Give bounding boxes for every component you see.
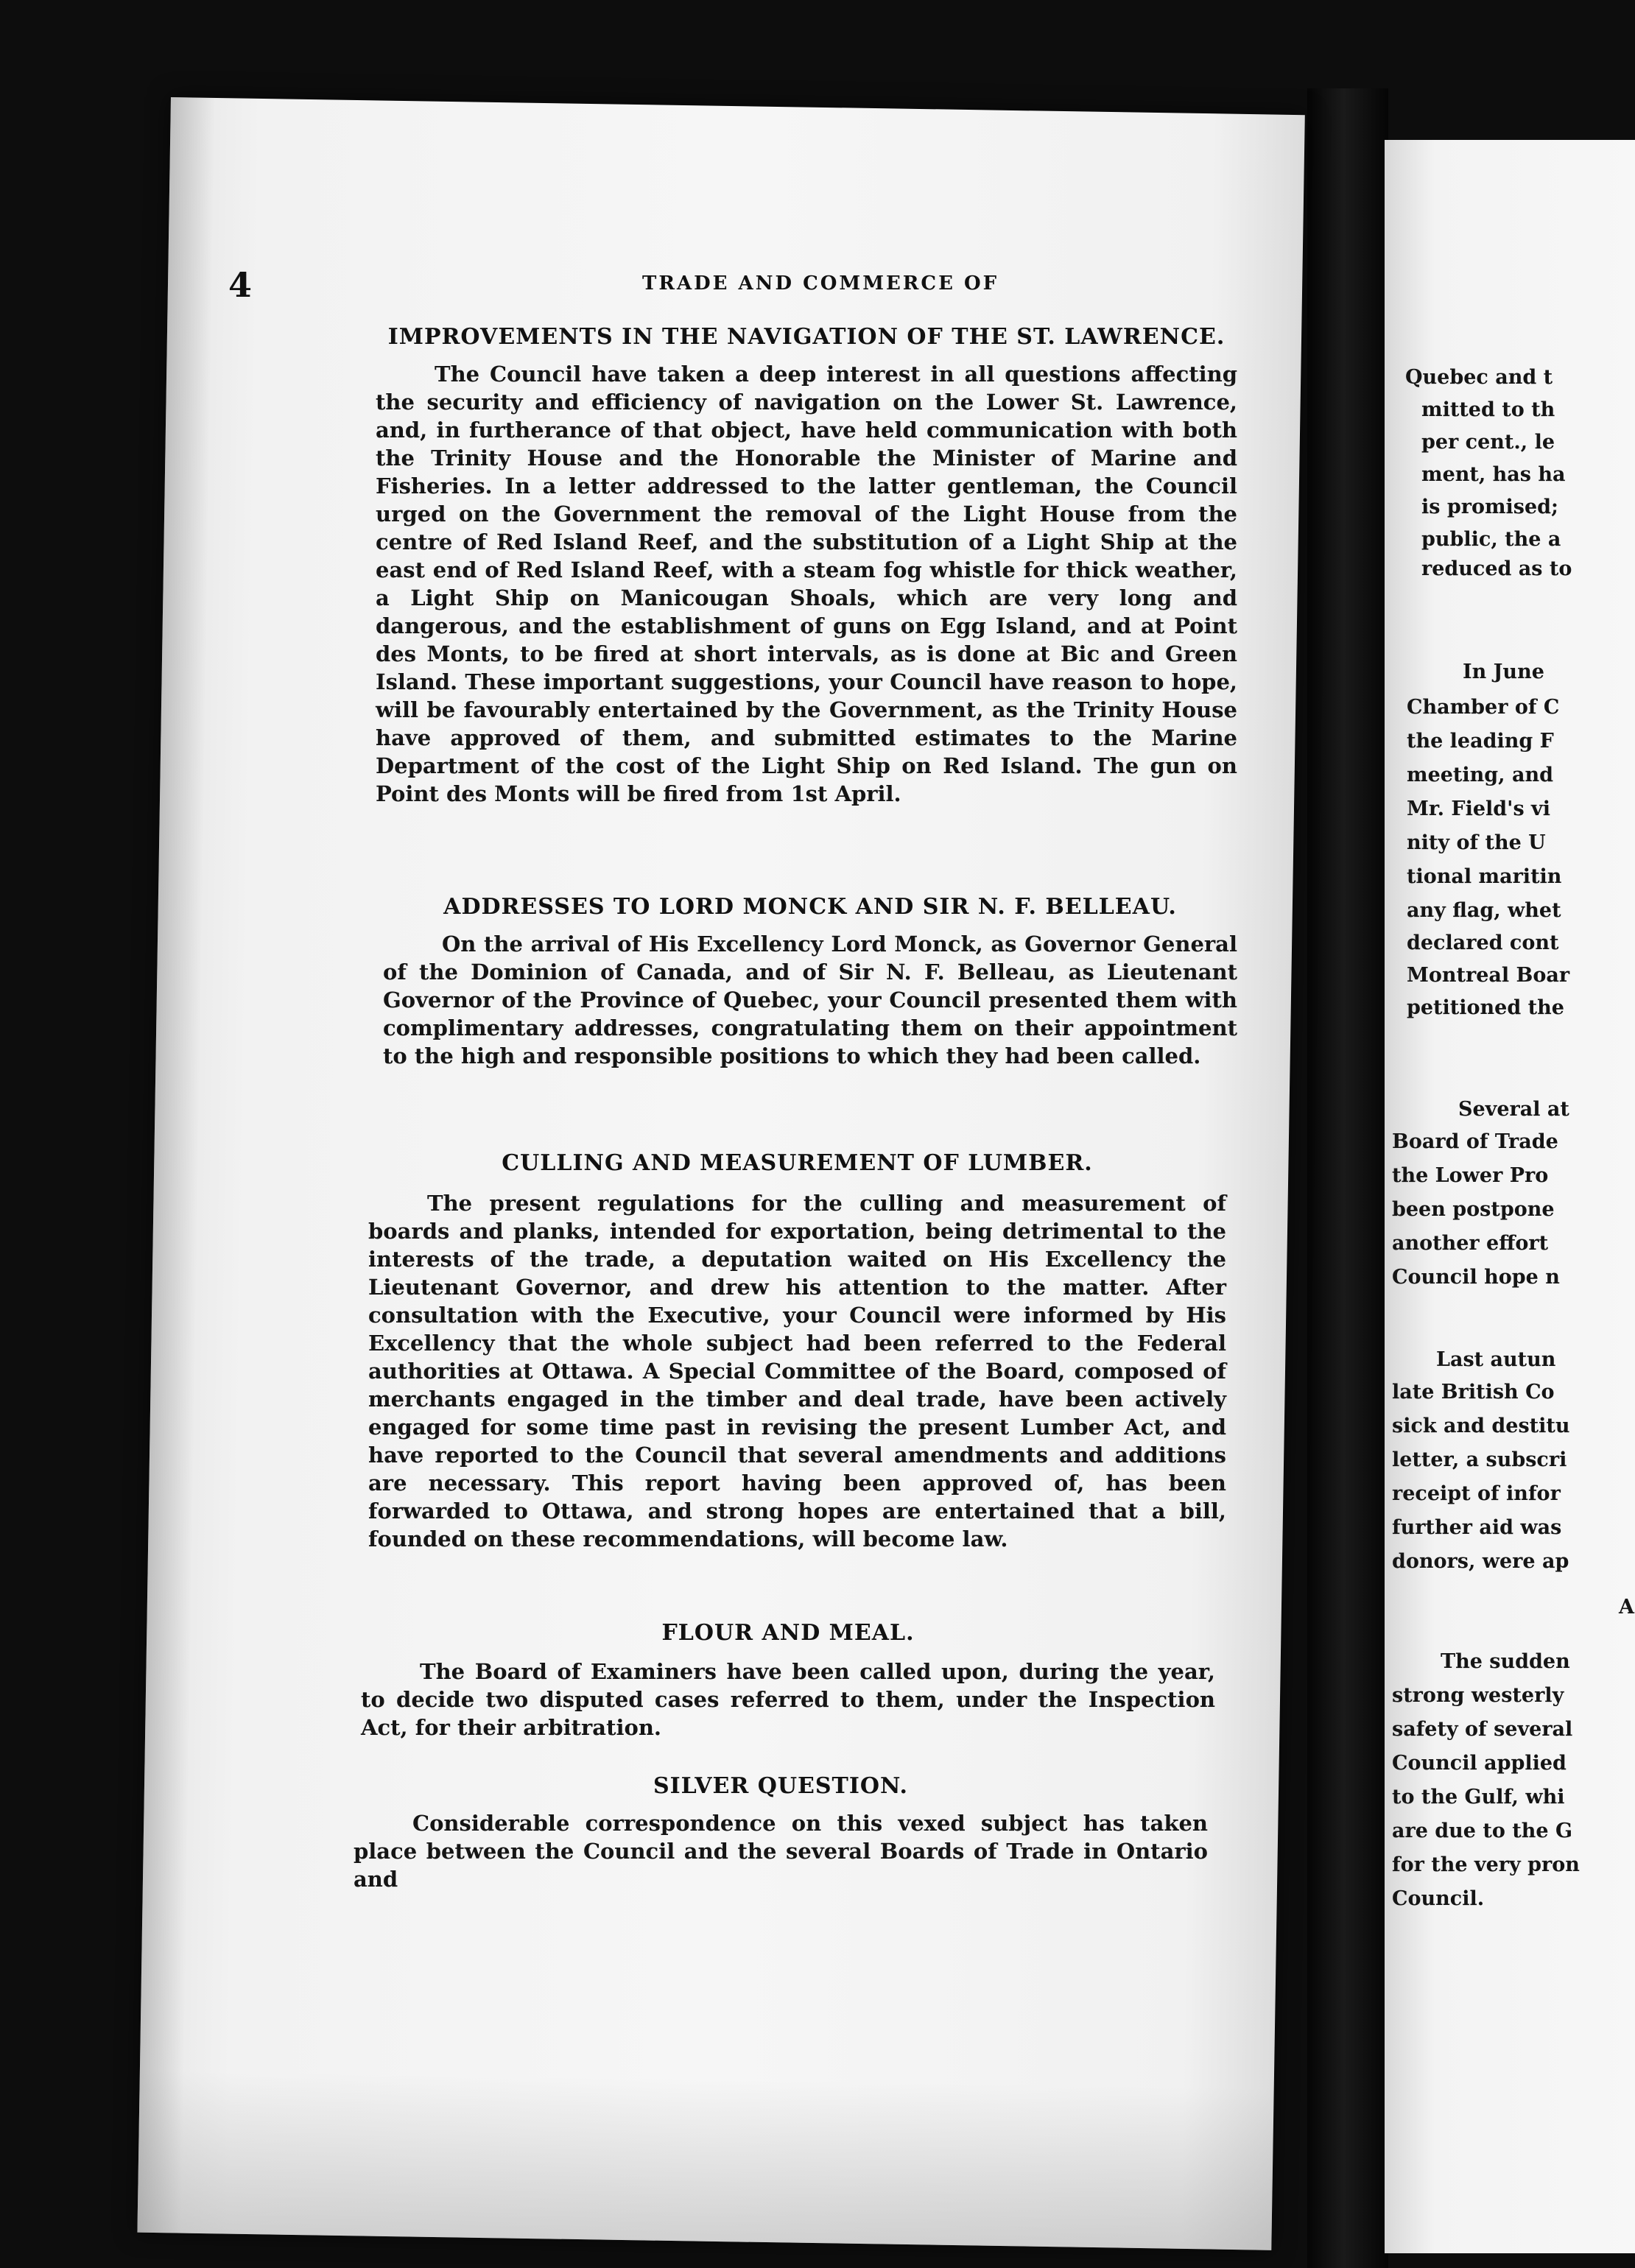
right-fragment: Last autun: [1436, 1348, 1556, 1371]
right-fragment: tional maritin: [1407, 865, 1562, 888]
right-fragment: In June: [1463, 661, 1544, 683]
section-heading: ADDRESSES TO LORD MONCK AND SIR N. F. BELLEAU.: [443, 894, 1177, 920]
right-page-text: [1385, 0, 1635, 2268]
right-fragment: further aid was: [1392, 1516, 1562, 1539]
right-fragment: meeting, and: [1407, 764, 1553, 786]
section-body: Considerable correspondence on this vexed subject has taken place between the Council and the several Boards of Trade in Ontario and: [354, 1811, 1208, 1892]
section-heading: CULLING AND MEASUREMENT OF LUMBER.: [502, 1150, 1093, 1176]
section-heading: SILVER QUESTION.: [653, 1773, 908, 1799]
right-fragment: Montreal Boar: [1407, 964, 1570, 987]
section-flour: [361, 1620, 1215, 1742]
section-heading: IMPROVEMENTS IN THE NAVIGATION OF THE ST. LAWRENCE.: [387, 324, 1226, 350]
section-addresses: [383, 894, 1237, 1070]
right-fragment: is promised;: [1421, 496, 1559, 518]
right-fragment: mitted to th: [1421, 398, 1555, 421]
section-silver: [354, 1773, 1208, 1893]
page-number: 4: [228, 265, 253, 305]
right-fragment: another effort: [1392, 1232, 1549, 1255]
section-body: The Board of Examiners have been called upon, during the year, to decide two disputed cases referred to them, under the Inspection Act, for their arbitration.: [361, 1659, 1215, 1740]
section-heading: FLOUR AND MEAL.: [661, 1620, 915, 1646]
right-fragment: petitioned the: [1407, 996, 1564, 1019]
section-body: On the arrival of His Excellency Lord Monck, as Governor General of the Dominion of Canada, and of Sir N. F. Belleau, as Lieutenant Governor of the Province of Quebec, your Council presented them with complimentary addresses, congratulating them on their appointment to the high and responsible positions to which they had been called.: [383, 932, 1237, 1068]
right-fragment: donors, were ap: [1392, 1550, 1569, 1573]
right-fragment: public, the a: [1421, 528, 1561, 551]
right-fragment: late British Co: [1392, 1381, 1555, 1404]
right-fragment: Council hope n: [1392, 1266, 1560, 1289]
right-fragment: ment, has ha: [1421, 463, 1566, 486]
right-fragment: are due to the G: [1392, 1820, 1573, 1842]
right-fragment: safety of several: [1392, 1718, 1573, 1741]
right-fragment: for the very pron: [1392, 1853, 1580, 1876]
right-fragment: strong westerly: [1392, 1684, 1564, 1707]
section-body: The Council have taken a deep interest in all questions affecting the security and efficiency of navigation on the Lower St. Lawrence, and, in furtherance of that object, have held communication with both the Trinity House and the Honorable the Minister of Marine and Fisheries. In a letter addressed to the latter gentleman, the Council urged on the Government the removal of the Light House from the centre of Red Island Reef, and the substitution of a Light Ship at the east end of Red Island Reef, with a steam fog whistle for thick weather, a Light Ship on Manicougan Shoals, which are very long and dangerous, and the establishment of guns on Egg Island, and at Point des Monts, to be fired at short intervals, as is done at Bic and Green Island. These important suggestions, your Council have reason to hope, will be favourably entertained by the Government, as the Trinity House have approved of them, and submitted estimates to the Marine Department of the cost of the Light Ship on Red Island. The gun on Point des Monts will be fired from 1st April.: [376, 362, 1237, 806]
right-fragment: any flag, whet: [1407, 899, 1561, 922]
right-fragment: Several at: [1458, 1098, 1569, 1121]
running-head: TRADE AND COMMERCE OF: [642, 272, 999, 295]
right-fragment: nity of the U: [1407, 831, 1546, 854]
right-fragment: Board of Trade: [1392, 1130, 1558, 1153]
right-fragment: Council.: [1392, 1887, 1485, 1910]
right-fragment: the leading F: [1407, 730, 1554, 753]
right-fragment: letter, a subscri: [1392, 1448, 1567, 1471]
book-gutter: [1307, 88, 1388, 2268]
right-fragment: The sudden: [1441, 1650, 1570, 1673]
section-lumber: [368, 1150, 1226, 1553]
right-fragment: receipt of infor: [1392, 1482, 1561, 1505]
right-fragment: the Lower Pro: [1392, 1164, 1549, 1187]
right-fragment: A: [1619, 1596, 1634, 1619]
right-fragment: to the Gulf, whi: [1392, 1786, 1565, 1809]
right-fragment: Council applied: [1392, 1752, 1567, 1775]
right-fragment: Quebec and t: [1405, 366, 1553, 389]
section-navigation: [376, 324, 1237, 808]
section-body: The present regulations for the culling and measurement of boards and planks, intended for exportation, being detrimental to the interests of the trade, a deputation waited on His Excellency the Lieutenant Governor, and drew his attention to the matter. After consultation with the Executive, your Council were informed by His Excellency that the whole subject had been referred to the Federal authorities at Ottawa. A Special Committee of the Board, composed of merchants engaged in the timber and deal trade, have been actively engaged for some time past in revising the present Lumber Act, and have reported to the Council that several amendments and additions are necessary. This report having been approved of, has been forwarded to Ottawa, and strong hopes are entertained that a bill, founded on these recommendations, will become law.: [368, 1191, 1226, 1552]
right-fragment: been postpone: [1392, 1198, 1555, 1221]
right-fragment: reduced as to: [1421, 557, 1572, 580]
right-fragment: sick and destitu: [1392, 1415, 1570, 1437]
right-fragment: Mr. Field's vi: [1407, 797, 1550, 820]
right-fragment: Chamber of C: [1407, 696, 1560, 719]
right-fragment: declared cont: [1407, 932, 1559, 954]
right-fragment: per cent., le: [1421, 431, 1555, 454]
